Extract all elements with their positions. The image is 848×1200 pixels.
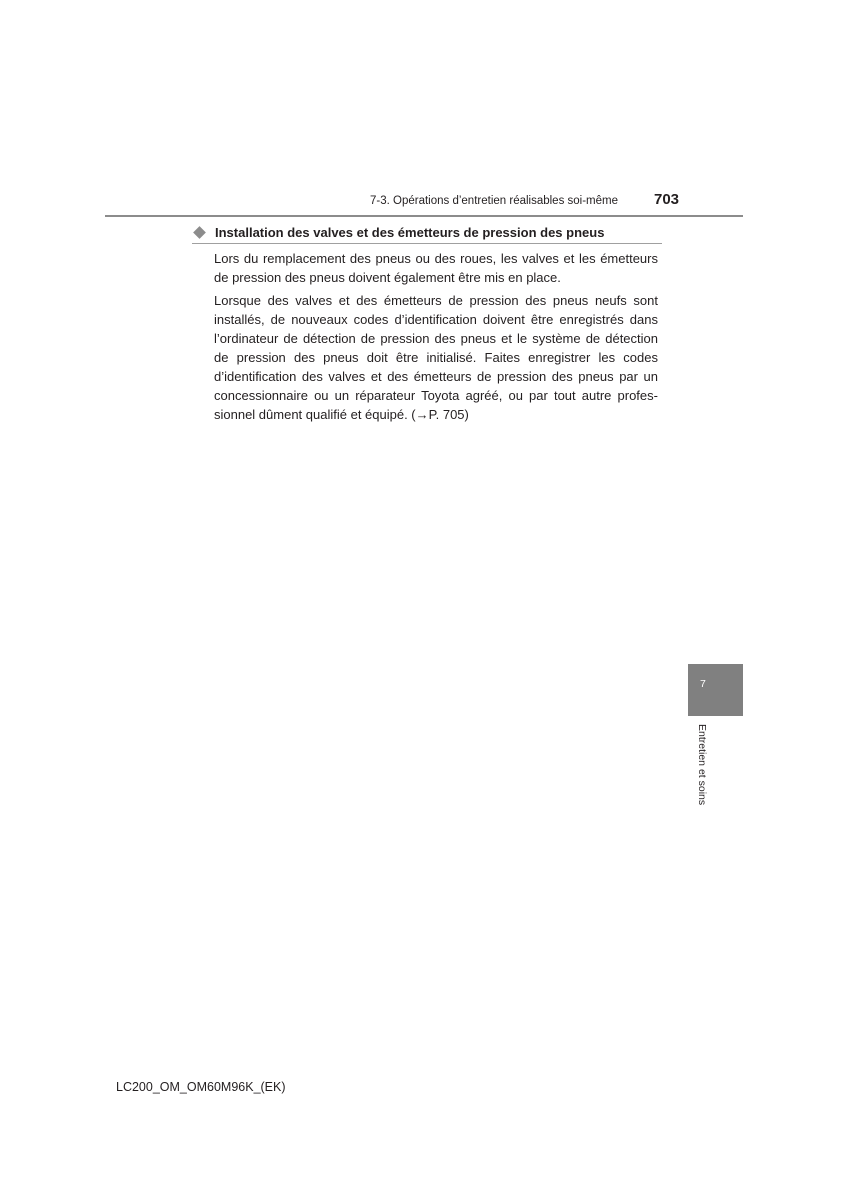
page-number: 703 (654, 191, 680, 208)
chapter-tab (688, 664, 743, 716)
section-heading (192, 224, 662, 244)
chapter-tab-label: Entretien et soins (696, 724, 708, 806)
running-head: 7-3. Opérations d’entretien réalisables soi-même (370, 195, 619, 207)
chapter-tab-number: 7 (700, 678, 706, 690)
paragraph-new-valves: Lorsque des valves et des émetteurs de pression des pneus neufs sont installés, de nouveaux codes d’identification doivent être enregistrés dans l’ordinateur de détection de pression des pneus et le système de détection de pression des pneus doit être initialisé. Faites enregistrer les codes d’identification des valves et des émetteurs de pression des pneus par un concessionnaire ou un réparateur Toyota agréé, ou par tout autre professionnel dûment qualifié et équipé. (→P. 705) (214, 293, 658, 422)
diamond-bullet-icon (193, 226, 206, 239)
paragraph-replacement: Lors du remplacement des pneus ou des roues, les valves et les émetteurs de pression des pneus doivent également être mis en place. (214, 251, 658, 285)
body-text (214, 249, 658, 428)
footer-document-code: LC200_OM_OM60M96K_(EK) (116, 1080, 286, 1094)
section-heading-title: Installation des valves et des émetteurs de pression des pneus (215, 224, 605, 240)
header-rule (105, 215, 743, 217)
